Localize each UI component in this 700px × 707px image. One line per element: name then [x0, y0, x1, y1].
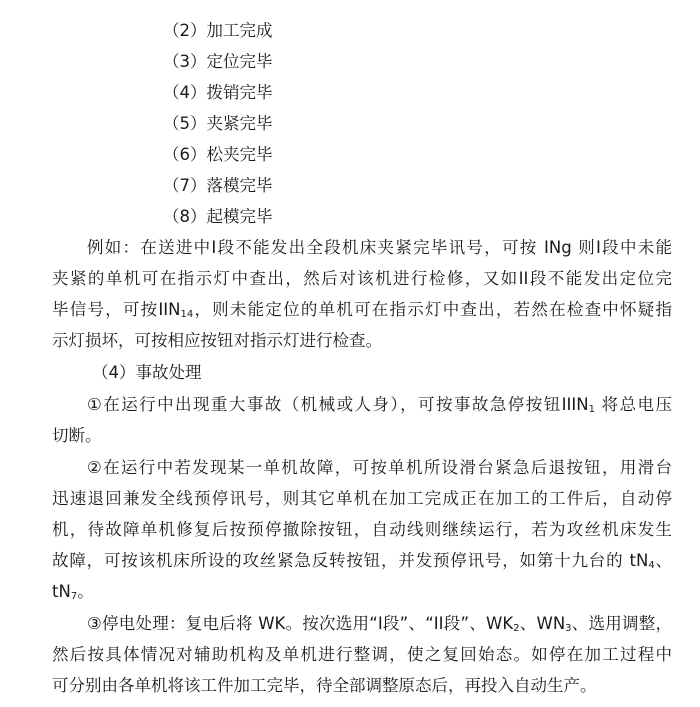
text-run: 。	[77, 582, 94, 601]
subscript: 2	[513, 623, 520, 634]
text-run: 故障，可按该机床所设的攻丝紧急反转按钮，并发预停讯号，如第十九台的 tN	[52, 551, 649, 570]
list-item: （4）拨销完毕	[163, 83, 273, 102]
list-item: （8）起模完毕	[163, 207, 273, 226]
item3-line: 可分别由各单机将该工件加工完毕，待全部调整原态后，再投入自动生产。	[52, 676, 597, 695]
text-run: 、	[654, 551, 673, 570]
item3-line: 然后按具体情况对辅助机构及单机进行整调，使之复回始态。如停在加工过程中	[52, 645, 672, 664]
item1-line	[87, 389, 672, 420]
text-run: tN	[52, 582, 71, 601]
subscript: 4	[648, 560, 655, 571]
item1-line: 切断。	[52, 426, 102, 445]
text-run: 将总电压	[594, 395, 673, 414]
item2-line	[52, 576, 672, 607]
text-run: 、WN	[519, 614, 566, 633]
subscript: 3	[565, 623, 572, 634]
item2-line: ②在运行中若发现某一单机故障，可按单机所设滑台紧急后退按钮，用滑台	[87, 458, 672, 477]
text-run: 毕信号，可按IIN	[52, 300, 181, 319]
item3-line	[87, 608, 672, 639]
subscript: 1	[588, 404, 595, 415]
list-item: （6）松夹完毕	[163, 145, 273, 164]
example-paragraph-line: 示灯损坏，可按相应按钮对指示灯进行检查。	[52, 331, 382, 350]
text-run: ，则未能定位的单机可在指示灯中查出，若然在检查中怀疑指	[193, 300, 673, 319]
example-paragraph-line: 例如：在送进中I段不能发出全段机床夹紧完毕讯号，可按 INg 则I段中未能	[87, 238, 672, 257]
item2-line: 机，待故障单机修复后按预停撤除按钮，自动线则继续运行，若为攻丝机床发生	[52, 520, 672, 539]
section-heading: （4）事故处理	[92, 363, 202, 382]
list-item: （7）落模完毕	[163, 176, 273, 195]
subscript: 14	[180, 309, 194, 320]
text-run: 、选用调整，	[571, 614, 672, 633]
list-item: （5）夹紧完毕	[163, 114, 273, 133]
text-run: ③停电处理：复电后将 WK。按次选用“I段”、“II段”、WK	[87, 614, 514, 633]
list-item: （2）加工完成	[163, 21, 273, 40]
subscript: 7	[70, 591, 78, 602]
list-item: （3）定位完毕	[163, 52, 273, 71]
text-run: ①在运行中出现重大事故（机械或人身），可按事故急停按钮IIIN	[87, 395, 589, 414]
item2-line: 迅速退回兼发全线预停讯号，则其它单机在加工完成正在加工的工件后，自动停	[52, 489, 672, 508]
example-paragraph-line: 夹紧的单机可在指示灯中查出，然后对该机进行检修，又如II段不能发出定位完	[52, 269, 672, 288]
item2-line	[52, 545, 672, 576]
example-paragraph-line	[52, 294, 672, 325]
